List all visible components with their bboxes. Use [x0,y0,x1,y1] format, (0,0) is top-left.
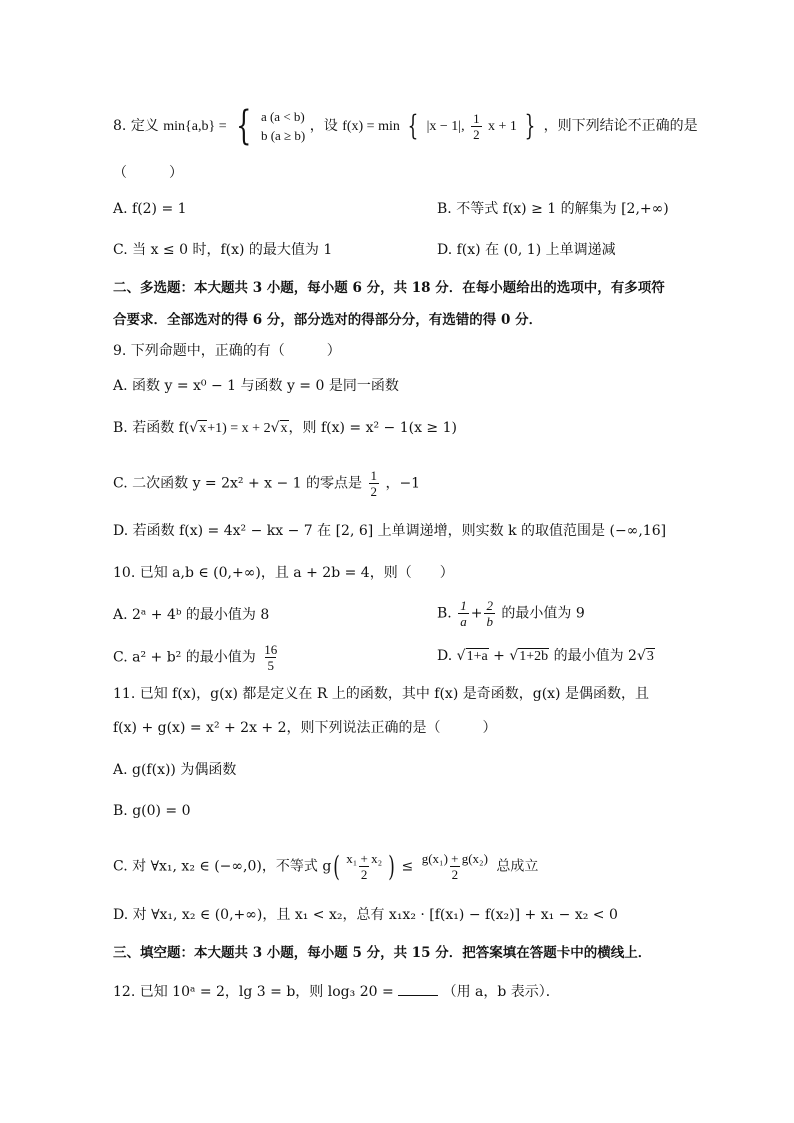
sqrt-icon: √ [636,648,646,664]
section3-heading: 三、填空题：本大题共 3 小题，每小题 5 分，共 15 分．把答案填在答题卡中的横线上． [113,945,652,961]
q9b-sqrt2: x [280,421,288,436]
frac-den: 2 [473,126,480,142]
q11c-tail: 总成立 [496,858,539,875]
frac-den: a [460,614,467,629]
q8-x-plus1: x + 1 [488,119,517,134]
q9-option-a: A. 函数 y = x⁰ − 1 与函数 y = 0 是同一函数 [113,378,399,394]
q8-number: 8. [113,118,127,134]
q8-define: 定义 [130,118,159,134]
frac-num: g(x₁) + g(x₂) [421,851,488,866]
q9b-sqrt: x [199,421,207,436]
q8-stem [113,103,698,149]
q10b-pre: B. [437,605,452,622]
left-paren-icon: ( [333,849,341,883]
q11-option-d: D. 对 ∀x₁, x₂ ∈ (0,+∞)，且 x₁ < x₂，总有 x₁x₂ · [f(x₁) − f(x₂)] + x₁ − x₂ < 0 [113,907,618,923]
right-brace-icon: } [524,109,536,142]
q10-option-d: D. √1+a + √1+2b 的最小值为 2√3 [437,648,654,664]
q10d-sqrt1: 1+a [466,649,488,664]
q8-option-d: D. f(x) 在 (0, 1) 上单调递减 [437,242,616,258]
frac-num: 16 [264,642,278,657]
left-brace-icon: { [236,103,252,149]
sqrt-icon: √ [509,648,519,664]
frac-num: 2 [486,598,493,613]
q10c-pre: C. a² + b² 的最小值为 [113,649,256,666]
q10-option-a: A. 2ᵃ + 4ᵇ 的最小值为 8 [113,607,270,623]
q11-option-c [113,851,538,882]
q8-option-c: C. 当 x ≤ 0 时，f(x) 的最大值为 1 [113,242,333,258]
section2-heading-line1: 二、多选题：本大题共 3 小题，每小题 6 分，共 18 分．在每小题给出的选项中，有多项符 [113,280,665,296]
section2-heading-line2: 合要求．全部选对的得 6 分，部分选对的得部分分，有选错的得 0 分． [113,312,543,328]
q10-option-b: B. $\frac{1}{a}$ + $\frac{2}{b}$ 的最小值为 9 [437,598,585,629]
q12-stem [113,981,560,1002]
q9c-tail: ，−1 [385,475,421,492]
q8-cases [261,107,305,145]
q9-option-b [113,418,457,439]
frac-den: 2 [360,867,368,882]
q9-option-c [113,468,420,499]
sqrt-icon: √ [189,420,199,436]
q10d-sqrt2: 1+2b [519,649,549,664]
frac-den: 2 [370,484,377,499]
q8-option-a: A. f(2) = 1 [113,201,187,217]
q10b-frac1 [458,598,469,629]
q8-answer-paren: （ ） [113,165,183,181]
q8-fx-min: f(x) = min [342,119,400,134]
q11-stem-line2: f(x) + g(x) = x² + 2x + 2，则下列说法正确的是（ ） [113,720,497,736]
frac-num: 1 [473,110,480,126]
q10-stem: 10. 已知 a,b ∈ (0,+∞)，且 a + 2b = 4，则（ ） [113,565,454,581]
q10d-pre: D. [437,648,453,664]
q8-frac [471,111,482,142]
q8-comma-set: ，设 [309,118,338,134]
q9b-tail: ，则 f(x) = x² − 1(x ≥ 1) [288,420,457,436]
q12-tail: （用 a，b 表示）． [442,984,560,1000]
frac-den: b [486,614,493,629]
q10d-tail: 的最小值为 2 [553,648,637,664]
left-brace-icon: { [407,109,419,142]
q9-stem: 9. 下列命题中，正确的有（ ） [113,343,341,359]
frac-den: 2 [451,867,459,882]
q11-option-a: A. g(f(x)) 为偶函数 [113,762,237,778]
q8-abs-part: |x − 1|, [426,119,465,134]
q10-option-c [113,642,281,673]
right-paren-icon: ) [388,849,395,883]
q12-answer-blank[interactable] [398,981,438,996]
frac-num: 1 [460,598,467,613]
frac-num: 1 [370,468,377,483]
q10b-frac2 [484,598,495,629]
q12-pre: 12. 已知 10ᵃ = 2，lg 3 = b，则 log₃ 20 = [113,984,394,1000]
sqrt-icon: √ [270,420,280,436]
q9c-frac [369,468,380,499]
q11c-leq: ≤ [401,858,414,875]
q11c-frac1 [344,851,384,882]
q8-case2: b (a ≥ b) [260,128,306,143]
frac-den: 5 [267,658,274,673]
frac-num: x₁ + x₂ [346,851,383,866]
q11c-pre: C. 对 ∀x₁, x₂ ∈ (−∞,0)，不等式 g [113,858,332,875]
q8-case1: a (a < b) [260,109,305,124]
q9b-mid: +1) = x + 2 [207,421,271,436]
q9-option-d: D. 若函数 f(x) = 4x² − kx − 7 在 [2, 6] 上单调递增，则实数 k 的取值范围是 (−∞,16] [113,523,667,539]
q8-option-b: B. 不等式 f(x) ≥ 1 的解集为 [2,+∞) [437,201,669,217]
q8-min-def: min{a,b} = [163,119,227,134]
q10d-sqrt3: 3 [646,649,654,664]
q11c-frac2 [420,851,490,882]
q11-option-b: B. g(0) = 0 [113,803,191,819]
q11-stem-line1: 11. 已知 f(x)，g(x) 都是定义在 R 上的函数，其中 f(x) 是奇函数，g(x) 是偶函数，且 [113,686,649,702]
sqrt-icon: √ [456,648,466,664]
q10c-frac [262,642,279,673]
q10b-tail: 的最小值为 9 [501,605,585,622]
q9c-pre: C. 二次函数 y = 2x² + x − 1 的零点是 [113,475,363,492]
q9b-pre: B. 若函数 f( [113,420,190,436]
q8-tail: ，则下列结论不正确的是 [543,118,698,134]
